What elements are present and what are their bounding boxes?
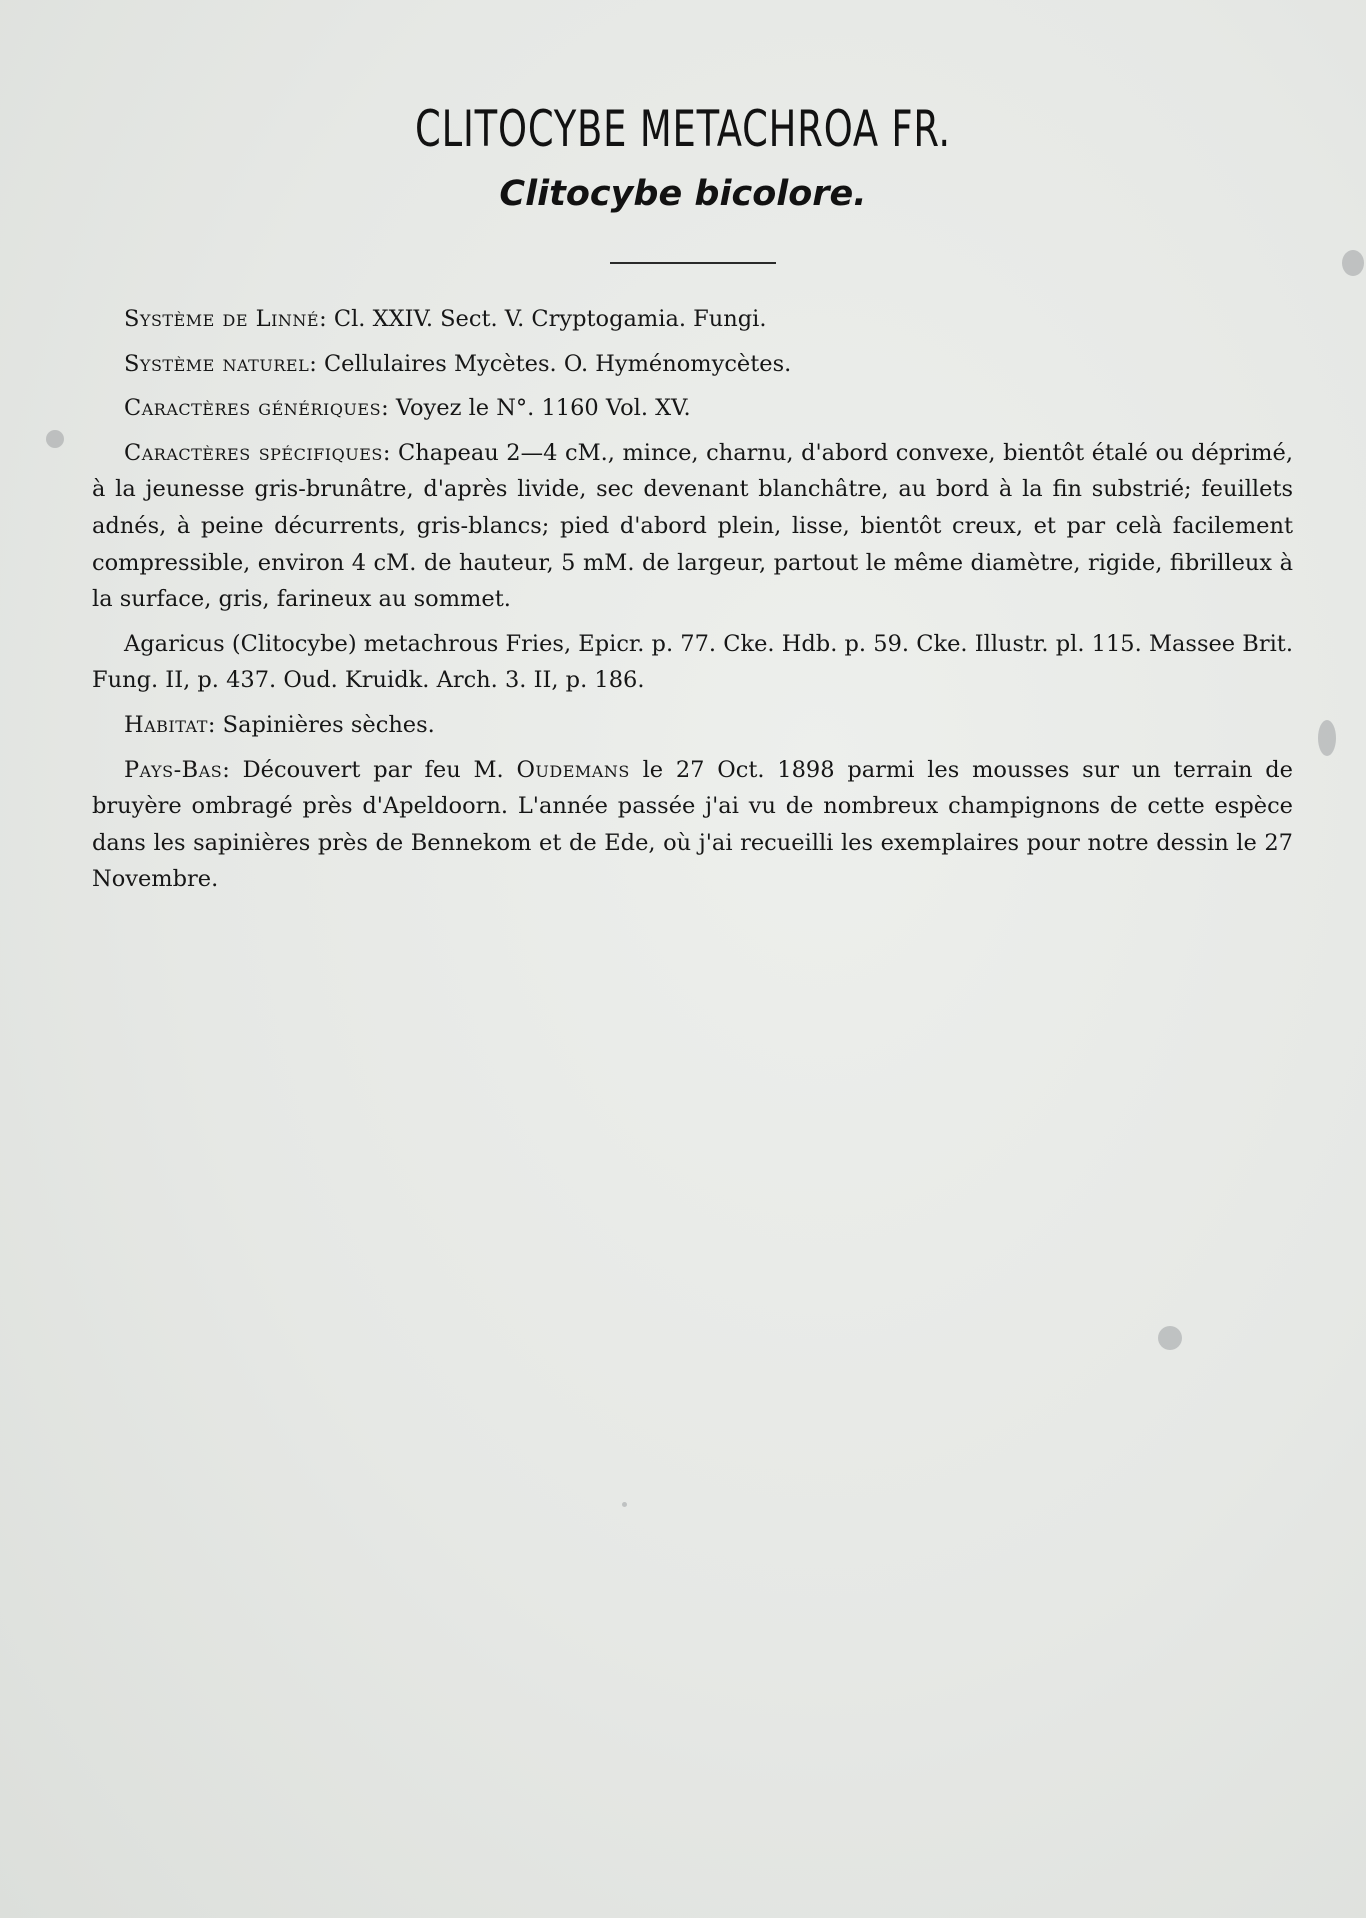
paper-speck	[1158, 1326, 1182, 1350]
label-generiques: Caractères génériques	[124, 395, 382, 422]
paragraph-specifiques	[92, 435, 1293, 618]
text-generiques: Voyez le N°. 1160 Vol. XV.	[395, 395, 691, 422]
paper-speck	[622, 1502, 627, 1507]
label-habitat: Habitat	[124, 711, 208, 738]
text-specifiques: Chapeau 2—4 cM., mince, charnu, d'abord convexe, bientôt étalé ou déprimé, à la jeunesse gris-brunâtre, d'après livide, sec devenant blanchâtre, au bord à la fin substrié; feuillets adnés, à peine décurrents, gris-blancs; pied d'abord plein, lisse, bientôt creux, et par celà facilement compressible, environ 4 cM. de hauteur, 5 mM. de largeur, partout le même diamètre, rigide, fibrilleux à la surface, gris, farineux au sommet.	[92, 439, 1293, 613]
paragraph-generiques	[92, 390, 1293, 427]
text-linne: Cl. XXIV. Sect. V. Cryptogamia. Fungi.	[333, 306, 767, 332]
paragraph-naturel	[92, 346, 1293, 383]
separator-paysbas: :	[222, 756, 230, 783]
title-divider	[610, 262, 776, 264]
paragraph-references	[92, 626, 1293, 699]
text-references: Agaricus (Clitocybe) metachrous Fries, Epicr. p. 77. Cke. Hdb. p. 59. Cke. Illustr. pl. 115. Massee Brit. Fung. II, p. 437. Oud. Kruidk. Arch. 3. II, p. 186.	[92, 630, 1293, 694]
text-paysbas-before: Découvert par feu M.	[242, 756, 504, 783]
separator-generiques: :	[381, 395, 389, 422]
page-subtitle: Clitocybe bicolore.	[499, 174, 867, 214]
paper-speck	[1318, 720, 1336, 756]
paper-speck	[46, 430, 64, 448]
text-habitat: Sapinières sèches.	[222, 711, 435, 738]
name-oudemans: Oudemans	[516, 756, 630, 783]
text-paysbas-after: le 27 Oct. 1898 parmi les mousses sur un terrain de bruyère ombragé près d'Apeldoorn. L'année passée j'ai vu de nombreux champignons de cette espèce dans les sapinières près de Bennekom et de Ede, où j'ai recueilli les exemplaires pour notre dessin le 27 Novembre.	[92, 756, 1293, 893]
paragraph-paysbas	[92, 752, 1293, 898]
separator-naturel: :	[309, 350, 317, 377]
page-title: CLITOCYBE METACHROA FR.	[415, 100, 951, 158]
label-naturel: Système naturel	[124, 350, 310, 377]
paragraph-linne	[92, 301, 1293, 338]
separator-specifiques: :	[382, 439, 391, 466]
paragraph-habitat	[92, 707, 1293, 744]
label-specifiques: Caractères spécifiques	[124, 439, 383, 466]
text-naturel: Cellulaires Mycètes. O. Hyménomycètes.	[323, 350, 792, 377]
label-linne: Système de Linné	[124, 306, 320, 332]
separator-linne: :	[319, 306, 327, 332]
paper-speck	[1342, 250, 1364, 276]
label-paysbas: Pays-Bas	[124, 756, 223, 783]
description-body	[92, 301, 1293, 906]
separator-habitat: :	[207, 711, 216, 738]
